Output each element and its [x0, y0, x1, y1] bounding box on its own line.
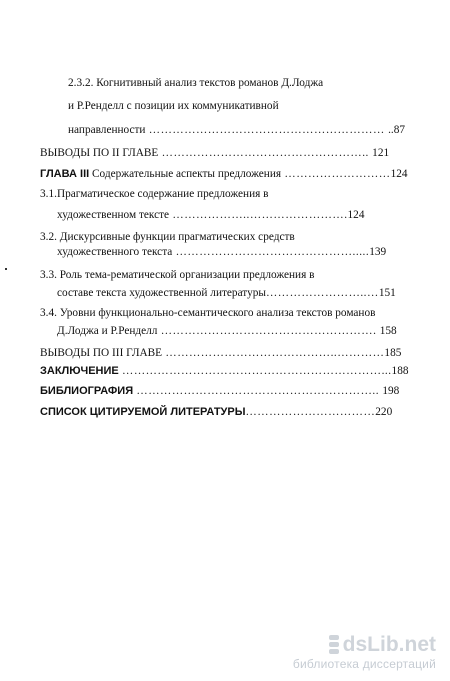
- toc-entry-2-3-2-line3: направленности …………………………………………………… ..87: [68, 124, 406, 136]
- toc-entry-3-3-line2: составе текста художественной литературы……………………..…151: [57, 287, 396, 299]
- books-icon: [329, 635, 339, 655]
- toc-entry-2-3-2-line2: и Р.Ренделл с позиции их коммуникативной: [68, 100, 279, 112]
- toc-entry-chapter-3: ГЛАВА III Содержательные аспекты предложения ………………………124: [40, 168, 408, 180]
- toc-entry-3-3-line1: 3.3. Роль тема-рематической организации предложения в: [40, 269, 315, 281]
- toc-entry-conclusions-ch3: ВЫВОДЫ ПО III ГЛАВЕ ……………………………………..…………185: [40, 347, 402, 359]
- toc-entry-3-1-line2: художественном тексте ………………..…………………….124: [57, 209, 365, 221]
- scan-speck: [5, 268, 7, 270]
- toc-entry-3-1-line1: 3.1.Прагматическое содержание предложения в: [40, 188, 269, 200]
- watermark: [293, 634, 436, 671]
- toc-entry-2-3-2-line1: 2.3.2. Когнитивный анализ текстов романов Д.Лоджа: [68, 77, 324, 89]
- toc-entry-conclusions-ch2: ВЫВОДЫ ПО II ГЛАВЕ …………………………………………….. 121: [40, 147, 390, 159]
- toc-entry-conclusion: ЗАКЛЮЧЕНИЕ …………………………………………………………...188: [40, 365, 409, 377]
- toc-entry-3-2-line2: художественного текста ……………………………………….....139: [57, 246, 387, 258]
- toc-entry-cited-literature: СПИСОК ЦИТИРУЕМОЙ ЛИТЕРАТУРЫ……………………………220: [40, 406, 393, 418]
- toc-entry-3-2-line1: 3.2. Дискурсивные функции прагматических средств: [40, 231, 295, 243]
- watermark-logo: dsLib.net: [293, 634, 436, 656]
- toc-entry-3-4-line1: 3.4. Уровни функционально-семантического анализа текстов романов: [40, 307, 376, 319]
- toc-entry-bibliography: БИБЛИОГРАФИЯ …………………………………………………….. 198: [40, 385, 400, 397]
- toc-entry-3-4-line2: Д.Лоджа и Р.Ренделл ………………………………………………. 158: [57, 325, 397, 337]
- watermark-subtitle: библиотека диссертаций: [292, 657, 436, 671]
